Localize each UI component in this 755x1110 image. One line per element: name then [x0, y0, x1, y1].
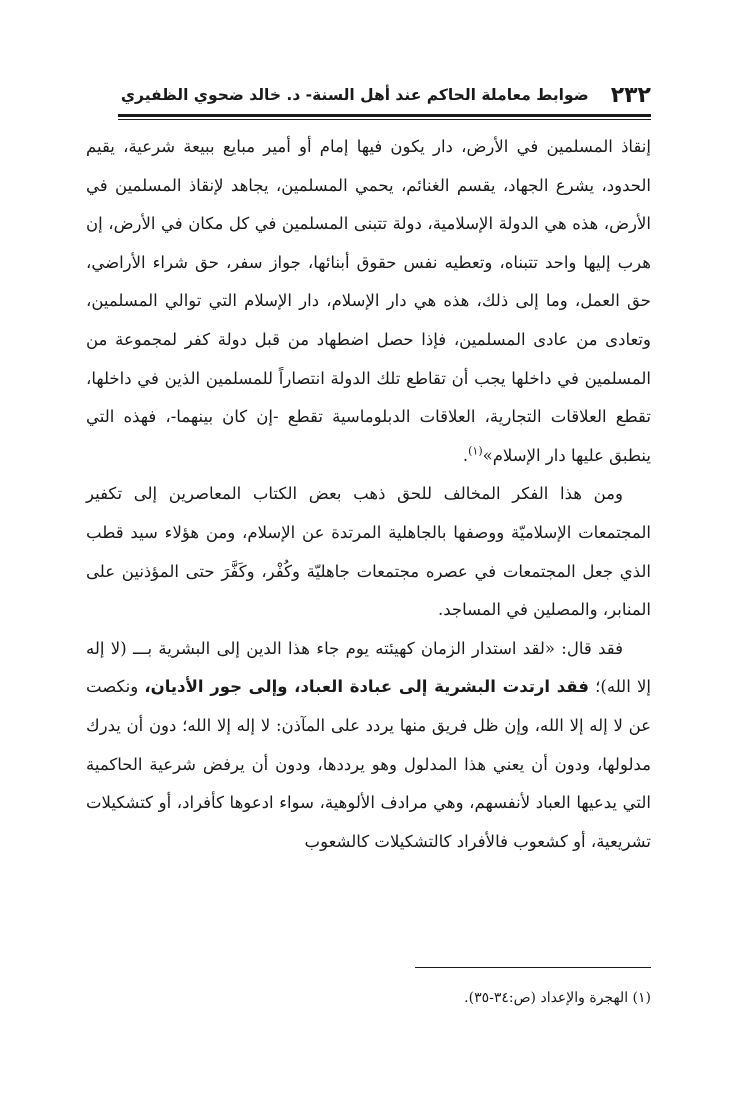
header-rule-thin [118, 119, 651, 120]
page-header [118, 78, 651, 112]
paragraph-1-end: . [462, 445, 469, 465]
quote-bold-phrase: فقد ارتدت البشرية إلى عبادة العباد، وإلى جور الأديان، [144, 677, 589, 697]
page-number: ٢٣٢ [610, 82, 651, 108]
footnote: (١) الهجرة والإعداد (ص:٣٤-٣٥). [464, 990, 651, 1006]
paragraph-continued [86, 128, 651, 475]
main-text [86, 128, 651, 861]
running-title: ضوابط معاملة الحاكم عند أهل السنة- د. خالد ضحوي الظفيري [120, 86, 589, 104]
header-rule-thick [118, 114, 651, 117]
paragraph-2: ومن هذا الفكر المخالف للحق ذهب بعض الكتاب المعاصرين إلى تكفير المجتمعات الإسلاميّة ووصفها بالجاهلية المرتدة عن الإسلام، ومن هؤلاء سيد قطب الذي جعل المجتمعات في عصره مجتمعات جاهليّة وكُفْر، وكَفَّرَ حتى المؤذنين على المنابر، والمصلين في المساجد. [86, 484, 651, 620]
paragraph-3 [86, 630, 651, 862]
paragraph-1-text: إنقاذ المسلمين في الأرض، دار يكون فيها إمام أو أمير مبايع ببيعة شرعية، يقيم الحدود، يشرع الجهاد، يقسم الغنائم، يحمي المسلمين، يجاهد لإنقاذ المسلمين في الأرض، هذه هي الدولة الإسلامية، دولة تتبنى المسلمين في كل مكان في الأرض، إن هرب إليها واحد تتبناه، وتعطيه نفس حقوق أبنائها، جواز سفر، حق شراء الأراضي، حق العمل، وما إلى ذلك، هذه هي دار الإسلام، دار الإسلام التي توالي المسلمين، وتعادى من عادى المسلمين، فإذا حصل اضطهاد من قبل دولة كفر لمجموعة من المسلمين في داخلها يجب أن تقاطع تلك الدولة انتصاراً للمسلمين الذين في داخلها، تقطع العلاقات التجارية، العلاقات الدبلوماسية تقطع -إن كان بينهما-، فهذه التي ينطبق عليها دار الإسلام» [86, 137, 651, 465]
quote-intro: فقد قال: «لقد استدار الزمان كهيئته يوم جاء هذا الدين إلى البشرية بـــ (لا إله إلا الله)؛ [86, 638, 651, 697]
footnote-reference: (١) [468, 444, 483, 458]
footnote-separator [415, 967, 651, 968]
quote-rest: ونكصت عن لا إله إلا الله، وإن ظل فريق منها يردد على المآذن: لا إله إلا الله؛ دون أن يدرك مدلولها، ودون أن يعني هذا المدلول وهو يرددها، ودون أن يرفض شرعية الحاكمية التي يدعيها العباد لأنفسهم، وهي مرادف الألوهية، سواء ادعوها كأفراد، أو كتشكيلات تشريعية، أو كشعوب فالأفراد كالتشكيلات كالشعوب [86, 677, 651, 851]
